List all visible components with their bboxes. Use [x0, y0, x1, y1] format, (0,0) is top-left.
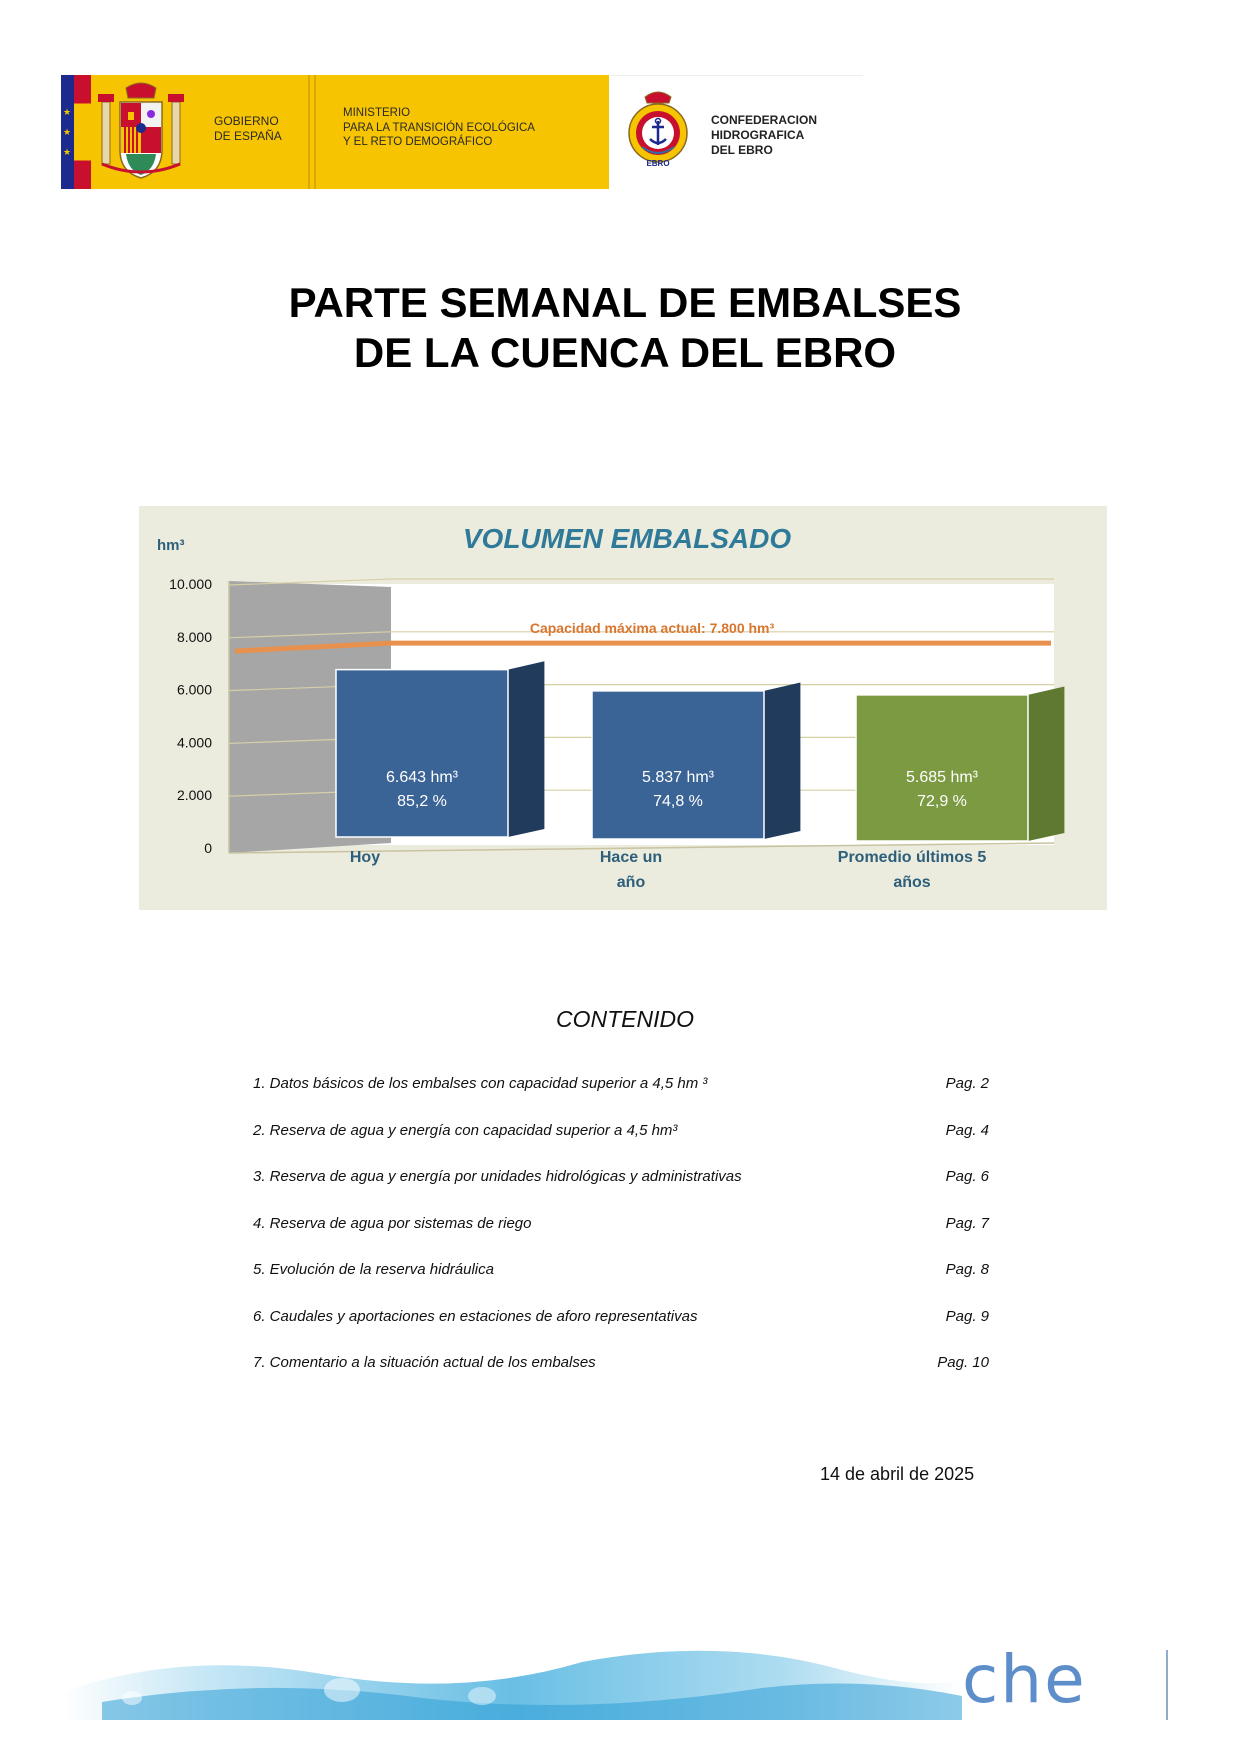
- ministry-line: PARA LA TRANSICIÓN ECOLÓGICA: [343, 121, 535, 134]
- contents-item: [253, 1168, 993, 1188]
- contents-item-label: 2. Reserva de agua y energía con capacidad superior a 4,5 hm³: [253, 1121, 678, 1139]
- bar-value-label: 5.685 hm³: [905, 769, 979, 786]
- contents-item-page: Pag. 6: [945, 1168, 989, 1185]
- x-category-label: años: [893, 874, 931, 891]
- contents-item: [253, 1215, 993, 1235]
- bar-side: [508, 661, 544, 837]
- bar-value-label: 5.837 hm³: [641, 769, 715, 786]
- eu-spain-flag-strip: [61, 75, 91, 189]
- ministry-line: Y EL RETO DEMOGRÁFICO: [343, 136, 493, 148]
- contents-item: [253, 1075, 993, 1095]
- bar-value-label: 6.643 hm³: [385, 769, 459, 786]
- che-seal-icon: [625, 87, 691, 169]
- chart-title: VOLUMEN EMBALSADO: [462, 523, 792, 554]
- contents-item-label: 1. Datos básicos de los embalses con capacidad superior a 4,5 hm ³: [253, 1075, 708, 1092]
- contents-item-label: 6. Caudales y aportaciones en estaciones de aforo representativas: [253, 1307, 698, 1325]
- bar-side: [764, 683, 800, 839]
- contents-item-page: Pag. 10: [937, 1354, 989, 1371]
- star-icon: ★: [63, 147, 72, 157]
- volume-chart: [139, 506, 1107, 910]
- contents-item-page: Pag. 2: [945, 1075, 989, 1092]
- contents-item-page: Pag. 4: [945, 1121, 989, 1139]
- report-date: 14 de abril de 2025: [820, 1464, 975, 1484]
- contents-item-label: 5. Evolución de la reserva hidráulica: [253, 1261, 494, 1278]
- y-tick-label: 0: [204, 840, 212, 856]
- gov-name-line: DE ESPAÑA: [214, 129, 282, 143]
- x-category-label: Hace un: [599, 849, 663, 866]
- spain-coat-of-arms-icon: [96, 80, 186, 184]
- y-tick-label: 2.000: [176, 787, 212, 804]
- contents-item-page: Pag. 7: [945, 1214, 989, 1232]
- che-name-line: DEL EBRO: [711, 143, 773, 157]
- y-axis-label: hm³: [157, 537, 185, 554]
- seal-text: EBRO: [646, 159, 670, 168]
- capacity-line-label: Capacidad máxima actual: 7.800 hm³: [529, 620, 775, 637]
- y-tick-label: 8.000: [176, 628, 212, 645]
- bar: [856, 695, 1028, 841]
- contents-item-page: Pag. 9: [945, 1307, 989, 1325]
- contents-heading: CONTENIDO: [556, 1006, 694, 1032]
- contents-item: [253, 1308, 993, 1328]
- ministry-line: MINISTERIO: [343, 107, 411, 119]
- y-tick-label: 10.000: [169, 576, 212, 592]
- government-name: [214, 114, 282, 144]
- star-icon: ★: [63, 127, 72, 137]
- divider: [314, 75, 316, 189]
- bar: [336, 670, 508, 837]
- che-name-line: CONFEDERACION: [711, 113, 818, 127]
- contents-item: [253, 1122, 993, 1142]
- y-tick-label: 4.000: [176, 734, 212, 751]
- footer-water-banner: [62, 1640, 1172, 1720]
- document-title: [0, 278, 1240, 378]
- contents-item-page: Pag. 8: [945, 1261, 989, 1278]
- bar: [592, 691, 764, 839]
- title-line: PARTE SEMANAL DE EMBALSES: [288, 279, 962, 326]
- confederation-name: [711, 113, 817, 158]
- title-line: DE LA CUENCA DEL EBRO: [353, 329, 897, 376]
- star-icon: ★: [63, 107, 72, 117]
- bar-percent-label: 72,9 %: [917, 793, 967, 810]
- y-tick-label: 6.000: [176, 681, 212, 698]
- contents-item-label: 4. Reserva de agua por sistemas de riego: [253, 1214, 532, 1232]
- bar-percent-label: 74,8 %: [653, 793, 703, 810]
- contents-item: [253, 1354, 993, 1374]
- bar-percent-label: 85,2 %: [397, 793, 447, 810]
- x-category-label: Hoy: [349, 849, 381, 866]
- bar-side: [1028, 687, 1064, 841]
- divider: [308, 75, 310, 189]
- volume-chart-svg: [139, 506, 1107, 910]
- che-name-line: HIDROGRAFICA: [711, 128, 805, 142]
- contents-item-label: 7. Comentario a la situación actual de los embalses: [253, 1354, 596, 1371]
- x-category-label: Promedio últimos 5: [837, 849, 987, 866]
- gov-name-line: GOBIERNO: [214, 114, 279, 128]
- x-category-label: año: [616, 874, 646, 891]
- ministry-name: [343, 106, 535, 150]
- contents-item: [253, 1261, 993, 1281]
- contents-item-label: 3. Reserva de agua y energía por unidades hidrológicas y administrativas: [253, 1168, 742, 1185]
- che-footer-logo-text: che: [962, 1641, 1087, 1718]
